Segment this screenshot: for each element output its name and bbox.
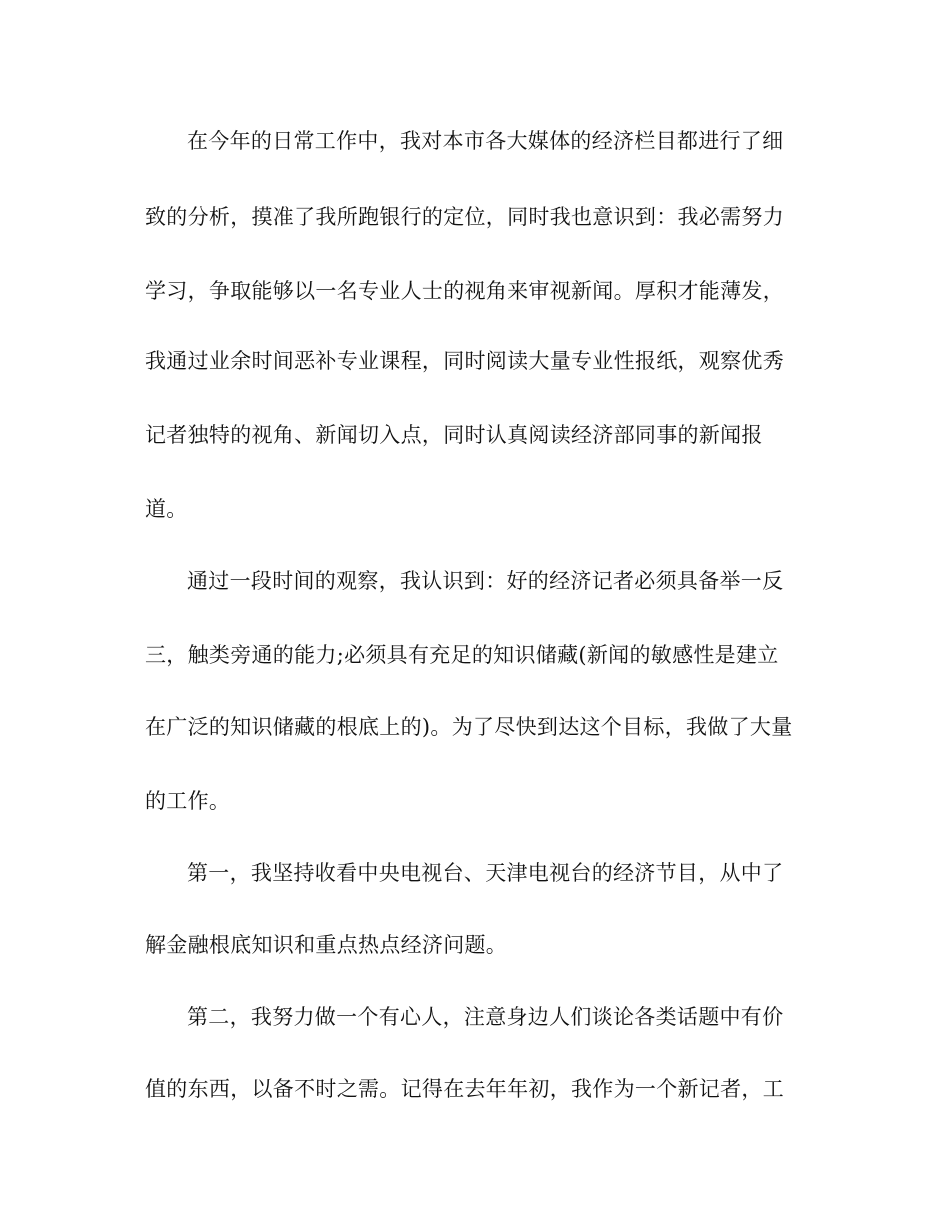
paragraph-4-line-2: 值的东西，以备不时之需。记得在去年年初，我作为一个新记者，工 xyxy=(145,1077,784,1101)
paragraph-1-line-3: 学习，争取能够以一名专业人士的视角来审视新闻。厚积才能薄发， xyxy=(145,279,784,303)
paragraph-3-line-2: 解金融根底知识和重点热点经济问题。 xyxy=(145,933,508,957)
paragraph-1-line-5: 记者独特的视角、新闻切入点，同时认真阅读经济部同事的新闻报 xyxy=(145,423,763,447)
paragraph-1-line-2: 致的分析，摸准了我所跑银行的定位，同时我也意识到：我必需努力 xyxy=(145,205,784,229)
paragraph-2-line-1: 通过一段时间的观察，我认识到：好的经济记者必须具备举一反 xyxy=(187,569,784,593)
paragraph-1-line-1: 在今年的日常工作中，我对本市各大媒体的经济栏目都进行了细 xyxy=(187,129,784,153)
paragraph-3-line-1: 第一，我坚持收看中央电视台、天津电视台的经济节目，从中了 xyxy=(187,861,784,885)
paragraph-4-line-1: 第二，我努力做一个有心人，注意身边人们谈论各类话题中有价 xyxy=(187,1005,784,1029)
paragraph-2-line-4: 的工作。 xyxy=(145,789,231,813)
paragraph-1-line-6: 道。 xyxy=(145,497,188,521)
paragraph-2-line-3: 在广泛的知识储藏的根底上的)。为了尽快到达这个目标，我做了大量 xyxy=(145,715,793,739)
paragraph-1-line-4: 我通过业余时间恶补专业课程，同时阅读大量专业性报纸，观察优秀 xyxy=(145,349,784,373)
paragraph-2-line-2: 三，触类旁通的能力;必须具有充足的知识储藏(新闻的敏感性是建立 xyxy=(145,643,779,667)
